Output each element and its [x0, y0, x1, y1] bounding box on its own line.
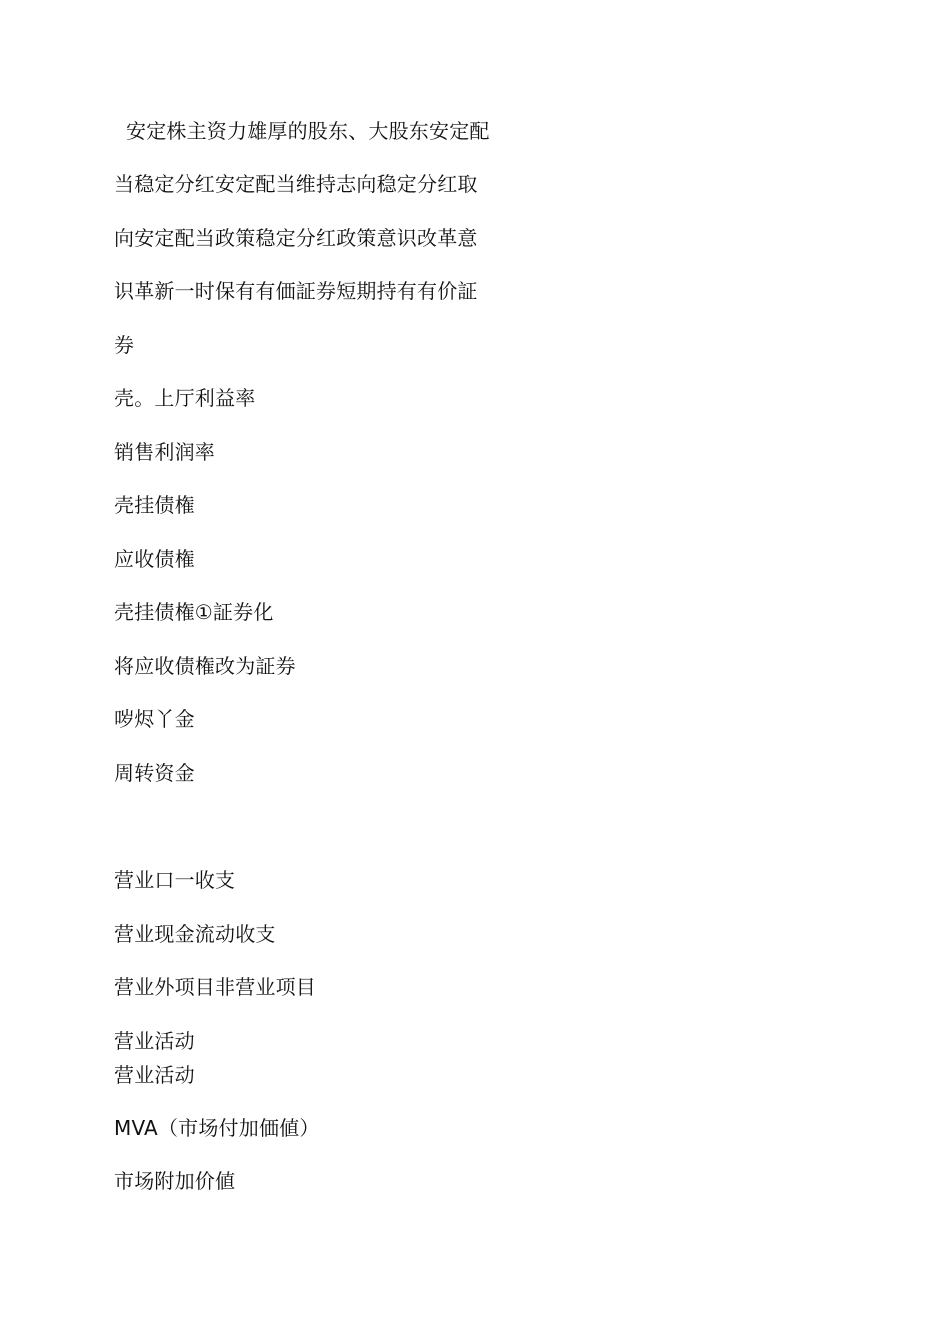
text-line: 识革新一时保有有価証券短期持有有价証 — [114, 279, 478, 303]
text-line: 营业外项目非营业项目 — [114, 975, 316, 999]
text-line: 营业活动 — [114, 1029, 195, 1053]
text-line: 周转资金 — [114, 761, 195, 785]
text-line: 营业现金流动收支 — [114, 922, 276, 946]
text-line: 市场附加价値 — [114, 1169, 236, 1193]
text-line: 当稳定分红安定配当维持志向稳定分红取 — [114, 172, 478, 196]
text-line: 壳挂债権①証券化 — [114, 600, 274, 624]
text-line: 销售利润率 — [114, 440, 215, 464]
text-line: 向安定配当政策稳定分红政策意识改革意 — [114, 226, 478, 250]
text-line: 安定株主资力雄厚的股东、大股东安定配 — [126, 119, 490, 143]
text-line: 将应收债権改为証券 — [114, 654, 296, 678]
text-line: 哕烬丫金 — [114, 707, 195, 731]
text-line: 壳。上厅利益率 — [114, 386, 256, 410]
text-line: 应收债権 — [114, 547, 195, 571]
text-line: 营业活动 — [114, 1063, 195, 1087]
text-line: 营业口一收支 — [114, 868, 236, 892]
text-line: 壳挂债権 — [114, 493, 195, 517]
text-line: 券 — [114, 333, 135, 357]
text-line: MVA（市场付加価値） — [114, 1116, 320, 1140]
